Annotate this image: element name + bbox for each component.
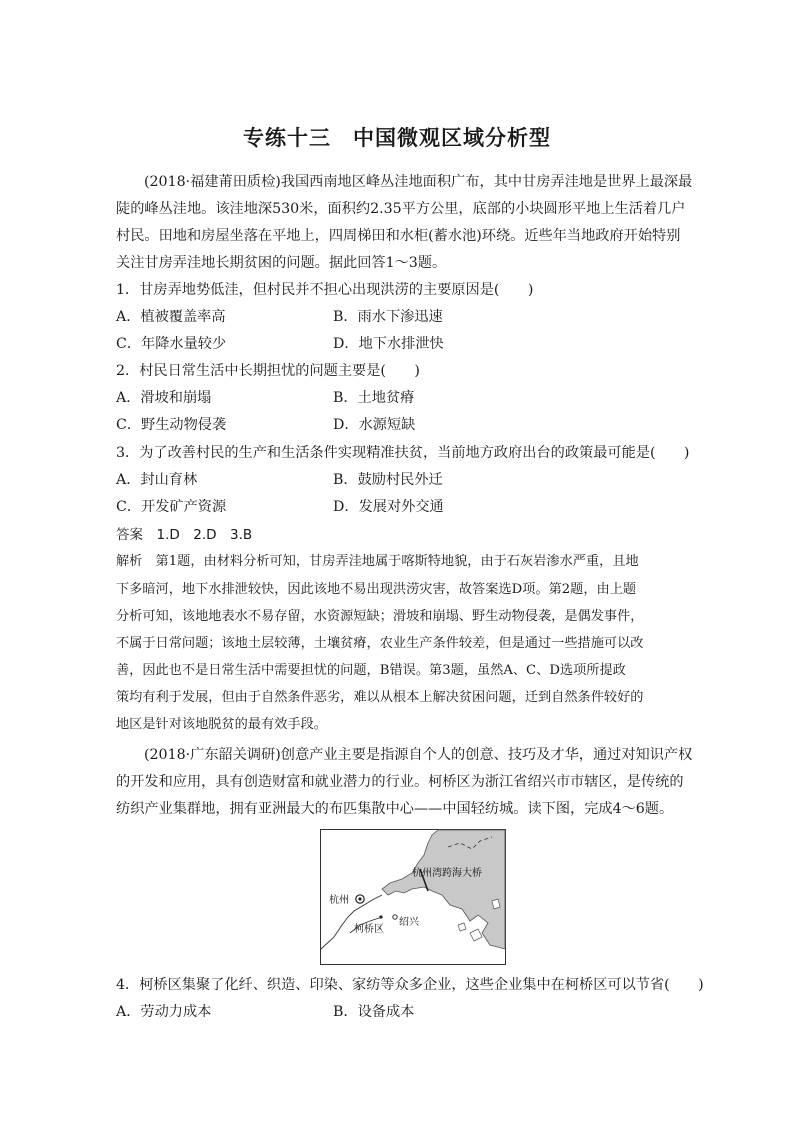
option-a: A．封山育林 [116, 472, 198, 488]
option-b: B．雨水下渗迅速 [333, 309, 443, 325]
hangzhou-label: 杭州 [329, 895, 349, 906]
shaoxing-label: 绍兴 [399, 917, 419, 928]
keqiao-label: 柯桥区 [354, 924, 384, 935]
explanation-line: 策均有利于发展，但由于自然条件恶劣，难以从根本上解决贫困问题，迁到自然条件较好的 [116, 690, 644, 705]
answer-line: 答案 1.D 2.D 3.B [116, 527, 253, 543]
question-stem: 2．村民日常生活中长期担忧的问题主要是( ) [116, 363, 420, 379]
explanation-line: 地区是针对该地脱贫的最有效手段。 [116, 717, 327, 732]
material-line: (2018·广东韶关调研)创意产业主要是指源自个人的创意、技巧及才华，通过对知识产权 [144, 747, 693, 763]
material-line: 关注甘房弄洼地长期贫困的问题。据此回答1～3题。 [116, 255, 447, 271]
explanation-line: 不属于日常问题；该地土层较薄，土壤贫瘠，农业生产条件较差，但是通过一些措施可以改 [116, 636, 644, 651]
keqiao-marker [379, 915, 382, 918]
material-line: 的开发和应用，具有创造财富和就业潜力的行业。柯桥区为浙江省绍兴市市辖区，是传统的 [116, 774, 684, 790]
option-d: D．地下水排泄快 [333, 336, 444, 352]
question-stem: 3．为了改善村民的生产和生活条件实现精准扶贫，当前地方政府出台的政策最可能是( ) [116, 445, 690, 461]
option-c: C．开发矿产资源 [116, 499, 227, 515]
option-b: B．设备成本 [333, 1004, 415, 1020]
option-b: B．鼓励村民外迁 [333, 472, 443, 488]
option-a: A．植被覆盖率高 [116, 309, 226, 325]
bridge-label: 杭州湾跨海大桥 [412, 868, 482, 879]
option-a: A．滑坡和崩塌 [116, 390, 212, 406]
material-line: (2018·福建莆田质检)我国西南地区峰丛洼地面积广布，其中甘房弄洼地是世界上最深最 [144, 174, 693, 190]
option-c: C．野生动物侵袭 [116, 417, 227, 433]
material-line: 陡的峰丛洼地。该洼地深530米，面积约2.35平方公里，底部的小块圆形平地上生活着几户 [116, 201, 686, 217]
option-d: D．发展对外交通 [333, 499, 444, 515]
explanation-line: 善，因此也不是日常生活中需要担忧的问题，B错误。第3题，虽然A、C、D选项所提政 [116, 663, 626, 678]
question-stem: 1．甘房弄地势低洼，但村民并不担心出现洪涝的主要原因是( ) [116, 282, 534, 298]
option-c: C．年降水量较少 [116, 336, 227, 352]
option-d: D．水源短缺 [333, 417, 416, 433]
shaoxing-marker [393, 915, 397, 919]
page-title: 专练十三 中国微观区域分析型 [243, 126, 551, 150]
material-line: 纺织产业集群地，拥有亚洲最大的布匹集散中心——中国轻纺城。读下图，完成4～6题。 [116, 801, 674, 817]
option-a: A．劳动力成本 [116, 1004, 212, 1020]
region-map [320, 829, 506, 965]
material-line: 村民。田地和房屋坐落在平地上，四周梯田和水柜(蓄水池)环绕。近些年当地政府开始特别 [116, 228, 681, 244]
explanation-line: 解析 第1题，由材料分析可知，甘房弄洼地属于喀斯特地貌，由于石灰岩渗水严重，且地 [116, 554, 639, 569]
hangzhou-dot [358, 897, 361, 900]
option-b: B．土地贫瘠 [333, 390, 415, 406]
explanation-line: 分析可知，该地地表水不易存留，水资源短缺；滑坡和崩塌、野生动物侵袭，是偶发事件， [116, 609, 644, 624]
question-stem: 4．柯桥区集聚了化纤、织造、印染、家纺等众多企业，这些企业集中在柯桥区可以节省( ) [116, 977, 704, 993]
explanation-line: 下多暗河，地下水排泄较快，因此该地不易出现洪涝灾害，故答案选D项。第2题，由上题 [116, 582, 637, 597]
